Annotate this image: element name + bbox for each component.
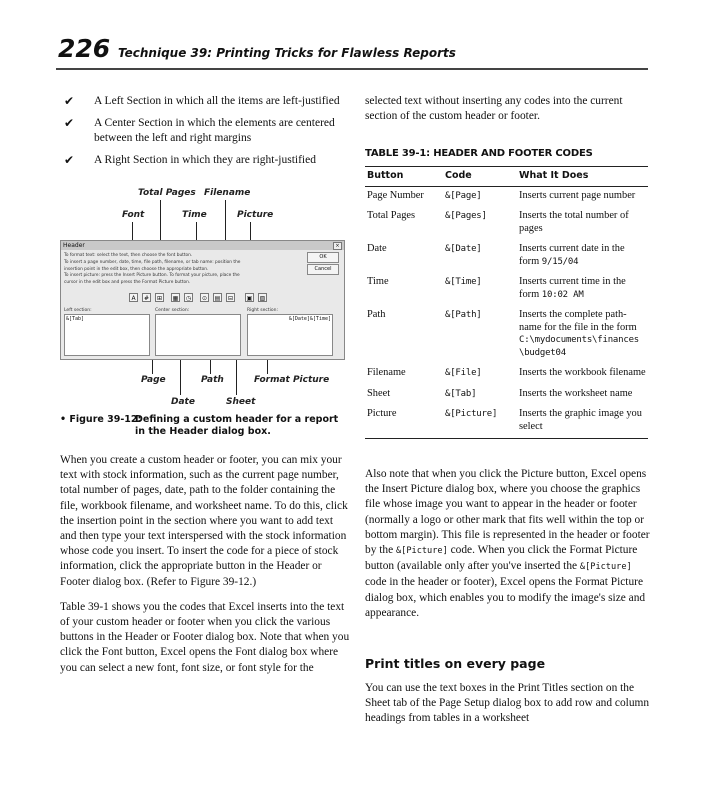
leader-line [152,360,153,374]
sheet-button[interactable]: ⊟ [227,295,234,302]
column-header: What It Does [517,167,648,187]
column-header: Code [443,167,517,187]
picture-button[interactable]: ▣ [246,295,253,302]
table-row: Path &[Path] Inserts the complete path-name for the file in the form C:\mydocuments\finances\budget04 [367,309,640,358]
table-row: Time &[Time] Inserts current time in the form 10:02 AM [367,276,626,300]
section-heading: Print titles on every page [365,656,546,671]
callout-path: Path [201,375,224,385]
cancel-button[interactable]: Cancel [307,264,339,275]
callout-page: Page [141,375,166,385]
callout-time: Time [182,210,207,220]
callout-total-pages: Total Pages [138,188,196,198]
callout-font: Font [122,210,145,220]
callout-format-picture: Format Picture [254,375,330,385]
right-section-label: Right section: [247,308,279,313]
callout-filename: Filename [204,188,251,198]
callout-date: Date [171,397,195,407]
close-icon[interactable]: × [333,242,342,250]
date-button[interactable]: ▦ [172,295,179,302]
left-section-input[interactable]: &[Tab] [64,314,150,356]
path-button[interactable]: ⊙ [201,295,208,302]
paragraph: Table 39-1 shows you the codes that Excel inserts into the text of your custom header or footer when you click the various buttons in the Header or Footer dialog box. Note that when you click the Font button, Excel opens the Font dialog box where you can select a new font, font size, or font style for the [60,600,350,674]
figure-39-12 [60,186,350,416]
bullet-item: ✔ A Center Section in which the elements are centered between the left and right margins [64,116,335,144]
leader-line [267,360,268,374]
check-icon: ✔ [64,116,75,130]
table-row: Date &[Date] Inserts current date in the form 9/15/04 [367,243,625,267]
left-section-label: Left section: [64,308,92,313]
table-row: Sheet &[Tab] Inserts the worksheet name [367,387,633,399]
column-header: Button [365,167,443,187]
center-section-label: Center section: [155,308,190,313]
paragraph: Also note that when you click the Picture button, Excel opens the Insert Picture dialog box, where you choose the graphics file whose image you want to appear in the header or footer (normally a logo or other mark that fits well within the top or bottom margin). This file is represented in the header or footer by the &[Picture] code. When you click the Format Picture button (available only after you've inserted the &[Picture] code in the header or footer), Excel opens the Format Picture dialog box, which enables you to modify the image's size and appearance. [365,468,650,619]
section-body-text: You can use the text boxes in the Print Titles section on the Sheet tab of the Page Setup dialog box to add row and column headings from tables in a worksheet [365,682,650,725]
left-body-text [60,453,350,686]
bullet-item: ✔ A Right Section in which they are right-justified [64,153,316,167]
callout-sheet: Sheet [226,397,256,407]
ok-button[interactable]: OK [307,252,339,263]
callout-picture: Picture [237,210,274,220]
figure-caption: • Figure 39-12: Defining a custom header for a report in the Header dialog box. [60,414,339,437]
check-icon: ✔ [64,94,75,108]
time-button[interactable]: ◷ [185,295,192,302]
bullet-list [64,94,354,175]
page-number-button[interactable]: # [143,295,150,302]
format-picture-button[interactable]: ▧ [259,295,266,302]
right-section-input[interactable]: &[Date]&[Time] [247,314,333,356]
center-section-input[interactable] [155,314,241,356]
bullet-item: ✔ A Left Section in which all the items are left-justified [64,94,340,108]
check-icon: ✔ [64,153,75,167]
header-rule [56,68,648,70]
table-row: Filename &[File] Inserts the workbook filename [367,367,646,378]
table-row: Page Number &[Page] Inserts current page number [367,189,636,201]
table-row: Picture &[Picture] Inserts the graphic image you select [365,405,648,439]
codes-table [365,166,648,439]
paragraph: When you create a custom header or footer, you can mix your text with stock information, such as the current page number, total number of pages, date, path to the folder containing the file, workbook filename, and worksheet name. To do this, click the insertion point in the section where you want to add text and then type your text interspersed with the stock information whose code you insert. To insert the code for a piece of stock information, click the appropriate button in the Header or Footer dialog box. (Refer to Figure 39-12.) [60,454,348,588]
dialog-instructions: To format text: select the text, then choose the font button. To insert a page number, date, time, file path, filename, or tab name: position the insertion point in the edit box, then choose the appropriate button. To insert picture: press the Insert Picture button. To format your picture, place the cursor in the edit box and press the Format Picture button. [64,253,241,286]
leader-line [180,360,181,395]
leader-line [236,360,237,395]
font-button[interactable]: A [129,293,138,302]
header-dialog [60,240,345,360]
page-number: 226 [58,34,111,63]
dialog-titlebar: Header × [61,241,344,250]
leader-line [210,360,211,374]
table-caption: TABLE 39-1: HEADER AND FOOTER CODES [365,148,593,159]
running-head: Technique 39: Printing Tricks for Flawless Reports [118,46,456,60]
right-body-text [365,467,650,621]
filename-button[interactable]: ▤ [214,295,221,302]
table-header-row [365,167,648,187]
table-row: Total Pages &[Pages] Inserts the total number of pages [367,210,629,234]
right-top-text: selected text without inserting any codes into the current section of the custom header or footer. [365,95,623,123]
total-pages-button[interactable]: ⊞ [156,295,163,302]
